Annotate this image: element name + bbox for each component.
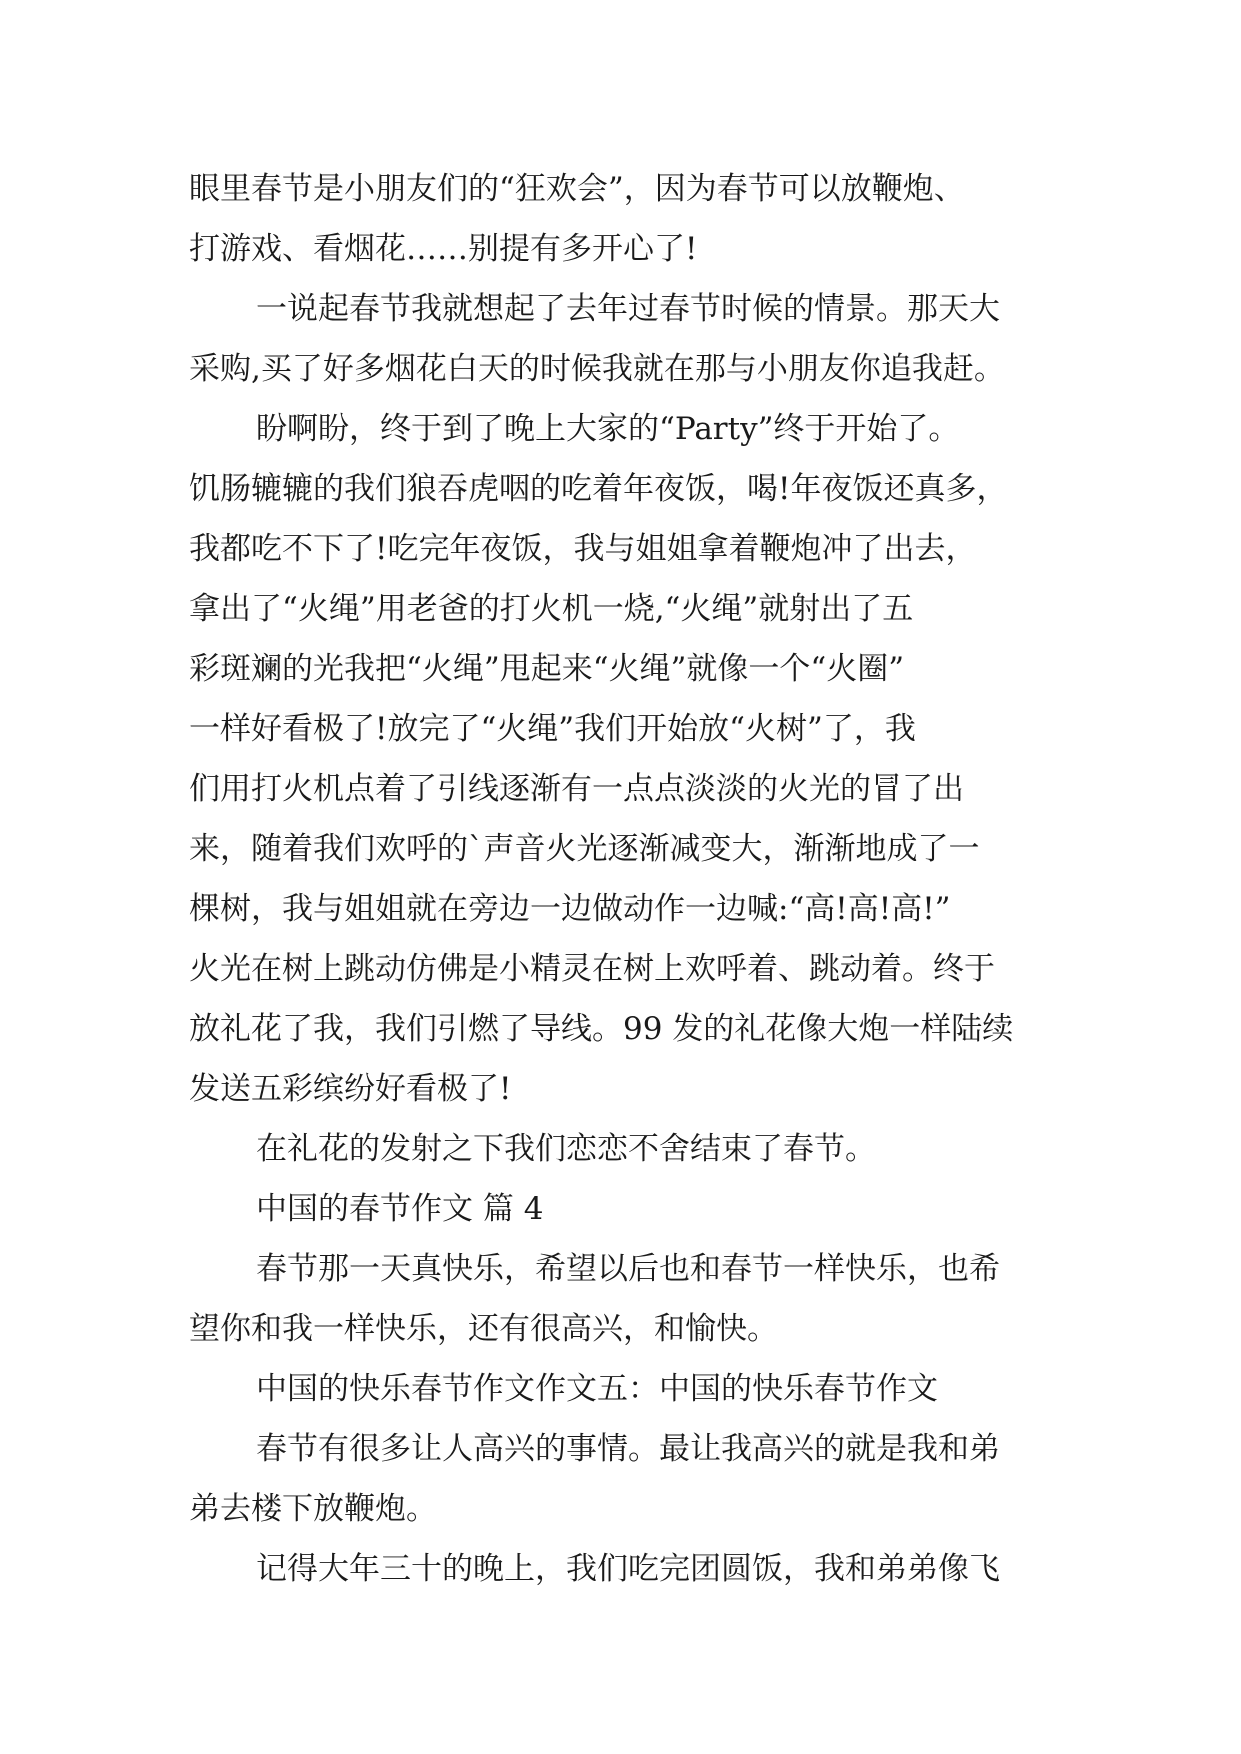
text-line-1: 眼里春节是小朋友们的“狂欢会”，因为春节可以放鞭炮、 xyxy=(189,171,965,207)
text-line-2: 打游戏、看烟花……别提有多开心了! xyxy=(189,231,698,267)
text-line-23: 弟去楼下放鞭炮。 xyxy=(189,1491,437,1527)
document-body xyxy=(189,159,1069,1599)
text-line-3: 一说起春节我就想起了去年过春节时候的情景。那天大 xyxy=(256,291,1000,327)
text-line-20: 望你和我一样快乐，还有很高兴，和愉快。 xyxy=(189,1311,778,1347)
text-line-24: 记得大年三十的晚上，我们吃完团圆饭，我和弟弟像飞 xyxy=(256,1551,1000,1587)
text-line-6: 饥肠辘辘的我们狼吞虎咽的吃着年夜饭，喝!年夜饭还真多， xyxy=(189,471,1008,507)
text-line-13: 棵树，我与姐姐就在旁边一边做动作一边喊:“高!高!高!” xyxy=(189,891,951,927)
text-line-17: 在礼花的发射之下我们恋恋不舍结束了春节。 xyxy=(256,1131,876,1167)
text-line-8: 拿出了“火绳”用老爸的打火机一烧,“火绳”就射出了五 xyxy=(189,591,914,627)
section-heading: 中国的春节作文 篇 4 xyxy=(256,1191,544,1227)
essay-title: 中国的快乐春节作文作文五：中国的快乐春节作文 xyxy=(256,1371,938,1407)
text-line-19: 春节那一天真快乐，希望以后也和春节一样快乐，也希 xyxy=(256,1251,1000,1287)
text-line-14: 火光在树上跳动仿佛是小精灵在树上欢呼着、跳动着。终于 xyxy=(189,951,995,987)
text-line-22: 春节有很多让人高兴的事情。最让我高兴的就是我和弟 xyxy=(256,1431,1000,1467)
text-line-7: 我都吃不下了!吃完年夜饭，我与姐姐拿着鞭炮冲了出去， xyxy=(189,531,977,567)
text-line-16: 发送五彩缤纷好看极了! xyxy=(189,1071,512,1107)
text-line-15: 放礼花了我，我们引燃了导线。99 发的礼花像大炮一样陆续 xyxy=(189,1011,1014,1047)
text-line-12: 来，随着我们欢呼的`声音火光逐渐减变大，渐渐地成了一 xyxy=(189,831,980,867)
text-line-11: 们用打火机点着了引线逐渐有一点点淡淡的火光的冒了出 xyxy=(189,771,964,807)
text-line-5: 盼啊盼，终于到了晚上大家的“Party”终于开始了。 xyxy=(256,411,960,447)
text-line-10: 一样好看极了!放完了“火绳”我们开始放“火树”了，我 xyxy=(189,711,916,747)
text-line-4: 采购,买了好多烟花白天的时候我就在那与小朋友你追我赶。 xyxy=(189,351,1005,387)
text-line-9: 彩斑斓的光我把“火绳”甩起来“火绳”就像一个“火圈” xyxy=(189,651,905,687)
